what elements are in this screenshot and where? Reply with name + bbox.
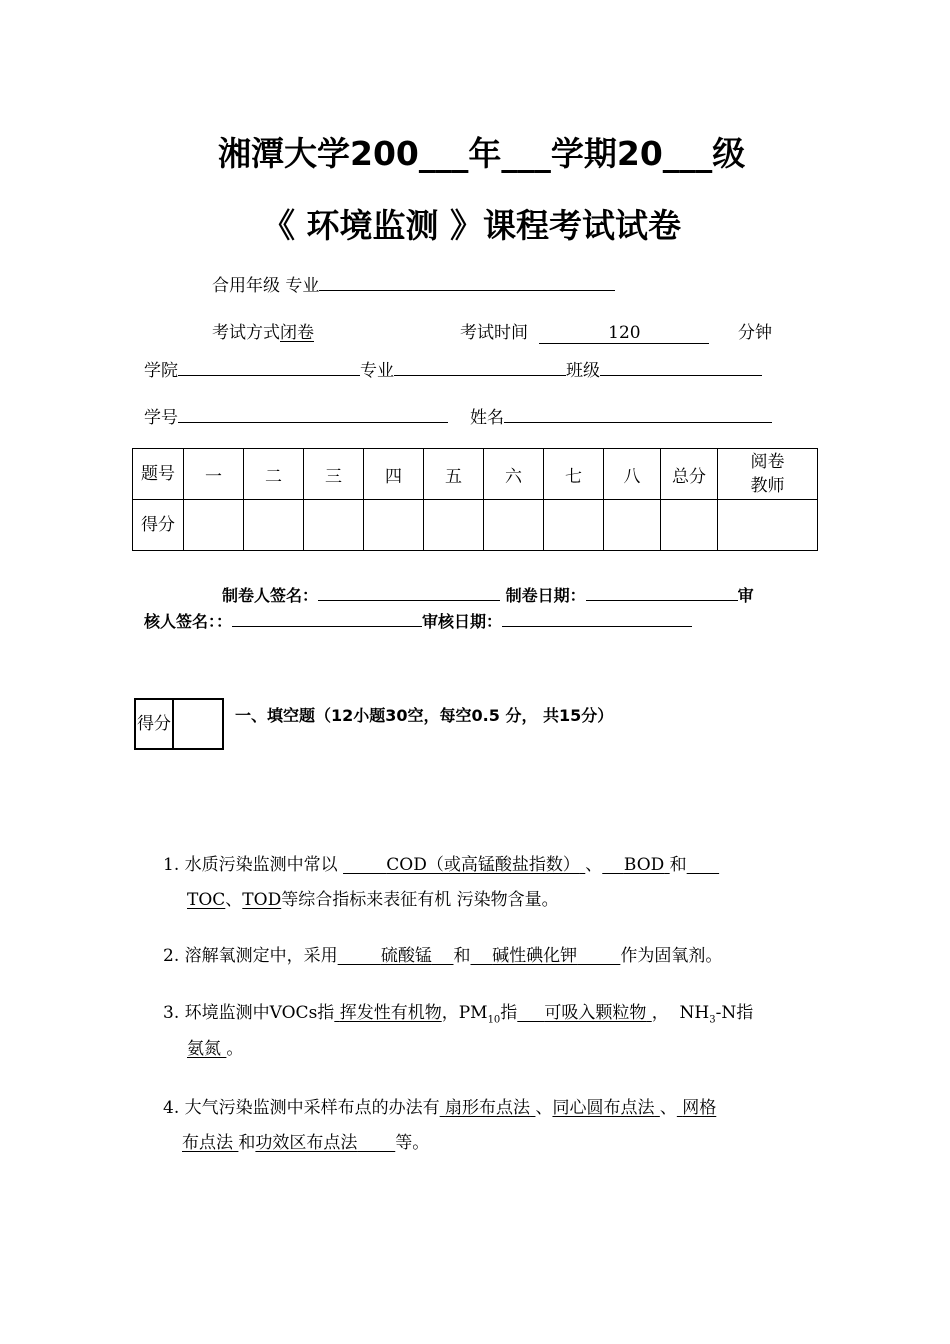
col-header-7: 七 xyxy=(544,449,604,500)
col-header-grader: 阅卷教师 xyxy=(718,449,818,500)
reviewer-signature-line xyxy=(144,606,692,632)
score-table-header-row xyxy=(133,449,818,500)
reviewer-sign-blank[interactable] xyxy=(232,606,422,627)
q3-pm-subscript: 10 xyxy=(487,1014,501,1026)
q4-answer-1 xyxy=(440,1098,536,1118)
college-major-class-line xyxy=(144,355,762,381)
review-date-blank[interactable] xyxy=(502,606,692,627)
college-blank[interactable] xyxy=(178,355,360,376)
score-cell-1[interactable] xyxy=(184,500,244,551)
exam-mode-label: 考试方式 xyxy=(212,323,280,343)
question-3-cont xyxy=(187,1034,243,1065)
q4-answer-4-text: 功效区布点法 xyxy=(255,1133,358,1153)
exam-time-value: 120 xyxy=(608,323,641,343)
q3-text-6: 。 xyxy=(226,1039,244,1059)
q4-answer-3-text: 网格 xyxy=(682,1098,717,1118)
q2-text-3: 作为固氧剂。 xyxy=(620,946,723,966)
q3-text-5: -N指 xyxy=(715,1003,754,1023)
exam-mode-value: 闭卷 xyxy=(280,323,314,343)
q3-number: 3. xyxy=(163,1003,180,1023)
q2-text-2: 和 xyxy=(453,946,471,966)
q1-text-3: 和 xyxy=(669,855,687,875)
applicable-grade-label: 合用年级 专业 xyxy=(212,276,320,296)
score-cell-5[interactable] xyxy=(424,500,484,551)
question-2 xyxy=(163,941,722,972)
reviewer-sign-a: 审 xyxy=(737,586,754,605)
q4-answer-3b xyxy=(182,1133,238,1153)
col-header-2: 二 xyxy=(244,449,304,500)
q4-text-4: 和 xyxy=(238,1133,256,1153)
q3-answer-2-text: 可吸入颗粒物 xyxy=(544,1003,647,1023)
exam-time-blank xyxy=(539,323,709,344)
score-table xyxy=(132,448,818,551)
question-3 xyxy=(163,998,753,1035)
class-label: 班级 xyxy=(566,361,600,381)
q1-answer-2-text: BOD xyxy=(623,855,665,875)
col-header-1: 一 xyxy=(184,449,244,500)
score-cell-7[interactable] xyxy=(544,500,604,551)
q4-text-1: 大气污染监测中采样布点的办法有 xyxy=(184,1098,440,1118)
q2-number: 2. xyxy=(163,946,180,966)
class-blank[interactable] xyxy=(600,355,762,376)
review-date-label: 审核日期： xyxy=(422,612,503,631)
maker-sign-blank[interactable] xyxy=(318,580,500,601)
q3-text-3: 指 xyxy=(500,1003,518,1023)
college-label: 学院 xyxy=(144,361,178,381)
q1-number: 1. xyxy=(163,855,180,875)
q3-text-2: ，PM xyxy=(441,1003,488,1023)
q1-answer-2 xyxy=(602,855,669,875)
col-header-3: 三 xyxy=(304,449,364,500)
name-line xyxy=(470,402,772,428)
question-number-header: 题号 xyxy=(133,449,184,500)
question-1-cont xyxy=(187,885,559,916)
question-4 xyxy=(163,1093,716,1124)
exam-mode-line xyxy=(212,318,314,343)
q2-answer-1 xyxy=(338,946,454,966)
maker-signature-line xyxy=(222,580,754,606)
q2-answer-2 xyxy=(471,946,621,966)
student-id-blank[interactable] xyxy=(178,402,448,423)
applicable-grade-line xyxy=(212,270,615,296)
q4-text-3: 、 xyxy=(659,1098,677,1118)
maker-date-blank[interactable] xyxy=(586,580,738,601)
section1-score-cell[interactable] xyxy=(173,699,223,749)
q4-answer-3b-text: 布点法 xyxy=(182,1133,233,1153)
q4-number: 4. xyxy=(163,1098,180,1118)
q4-text-5: 等。 xyxy=(395,1133,430,1153)
score-cell-total[interactable] xyxy=(661,500,718,551)
reviewer-sign-label: 核人签名：： xyxy=(144,612,233,631)
score-table-score-row xyxy=(133,500,818,551)
question-1 xyxy=(163,850,719,881)
score-row-header: 得分 xyxy=(133,500,184,551)
section1-heading: 一、填空题（12小题30空，每空0.5 分， 共15分） xyxy=(235,706,614,725)
q1-text-1: 水质污染监测中常以 xyxy=(184,855,338,875)
q3-answer-3-text: 氨氮 xyxy=(187,1039,221,1059)
q3-text-1: 环境监测中VOCs指 xyxy=(184,1003,335,1023)
q1-text-4: 、 xyxy=(225,890,243,910)
q4-answer-4 xyxy=(255,1133,395,1153)
q4-answer-2 xyxy=(552,1098,659,1118)
name-label: 姓名 xyxy=(470,408,504,428)
name-blank[interactable] xyxy=(504,402,772,423)
minutes-label: 分钟 xyxy=(738,323,772,343)
q1-answer-1 xyxy=(343,855,585,875)
exam-time-label: 考试时间 xyxy=(460,323,528,343)
q1-text-2: 、 xyxy=(585,855,603,875)
q1-answer-4: TOD xyxy=(242,890,282,910)
col-header-4: 四 xyxy=(364,449,424,500)
col-header-5: 五 xyxy=(424,449,484,500)
student-id-line xyxy=(144,402,448,428)
q4-answer-2-text: 同心圆布点法 xyxy=(552,1098,655,1118)
section1-score-label: 得分 xyxy=(135,699,173,749)
score-cell-4[interactable] xyxy=(364,500,424,551)
col-header-8: 八 xyxy=(604,449,661,500)
score-cell-grader[interactable] xyxy=(718,500,818,551)
maker-sign-label: 制卷人签名： xyxy=(222,586,319,605)
q1-answer-blank xyxy=(687,855,719,875)
q3-answer-1-text: 挥发性有机物 xyxy=(339,1003,442,1023)
q4-answer-3 xyxy=(677,1098,716,1118)
q3-text-4: ， NH xyxy=(651,1003,710,1023)
q4-text-2: 、 xyxy=(535,1098,553,1118)
q1-answer-3: TOC xyxy=(187,890,226,910)
q3-answer-3 xyxy=(187,1039,226,1059)
col-header-total: 总分 xyxy=(661,449,718,500)
score-cell-8[interactable] xyxy=(604,500,661,551)
score-cell-6[interactable] xyxy=(484,500,544,551)
q2-answer-1-text: 硫酸锰 xyxy=(380,946,432,966)
applicable-grade-blank[interactable] xyxy=(319,270,615,291)
score-cell-2[interactable] xyxy=(244,500,304,551)
section1-score-box xyxy=(134,698,224,750)
q3-answer-2 xyxy=(517,1003,651,1023)
major-label: 专业 xyxy=(360,361,394,381)
q3-answer-1 xyxy=(334,1003,441,1023)
exam-time-line xyxy=(460,318,709,344)
student-id-label: 学号 xyxy=(144,408,178,428)
maker-date-label: 制卷日期： xyxy=(505,586,586,605)
title-line-2: 《 环境监测 》课程考试试卷 xyxy=(262,206,681,245)
score-cell-3[interactable] xyxy=(304,500,364,551)
q1-answer-1-text: COD（或高锰酸盐指数） xyxy=(386,855,580,875)
title-line-1: 湘潭大学200___年___学期20___级 xyxy=(218,134,746,173)
question-4-cont xyxy=(182,1128,429,1159)
col-header-6: 六 xyxy=(484,449,544,500)
q2-text-1: 溶解氧测定中，采用 xyxy=(184,946,338,966)
q4-answer-1-text: 扇形布点法 xyxy=(445,1098,531,1118)
q3-nh-subscript: 3 xyxy=(709,1014,716,1026)
major-blank[interactable] xyxy=(394,355,566,376)
q1-text-5: 等综合指标来表征有机 污染物含量。 xyxy=(281,890,559,910)
q2-answer-2-text: 碱性碘化钾 xyxy=(492,946,578,966)
